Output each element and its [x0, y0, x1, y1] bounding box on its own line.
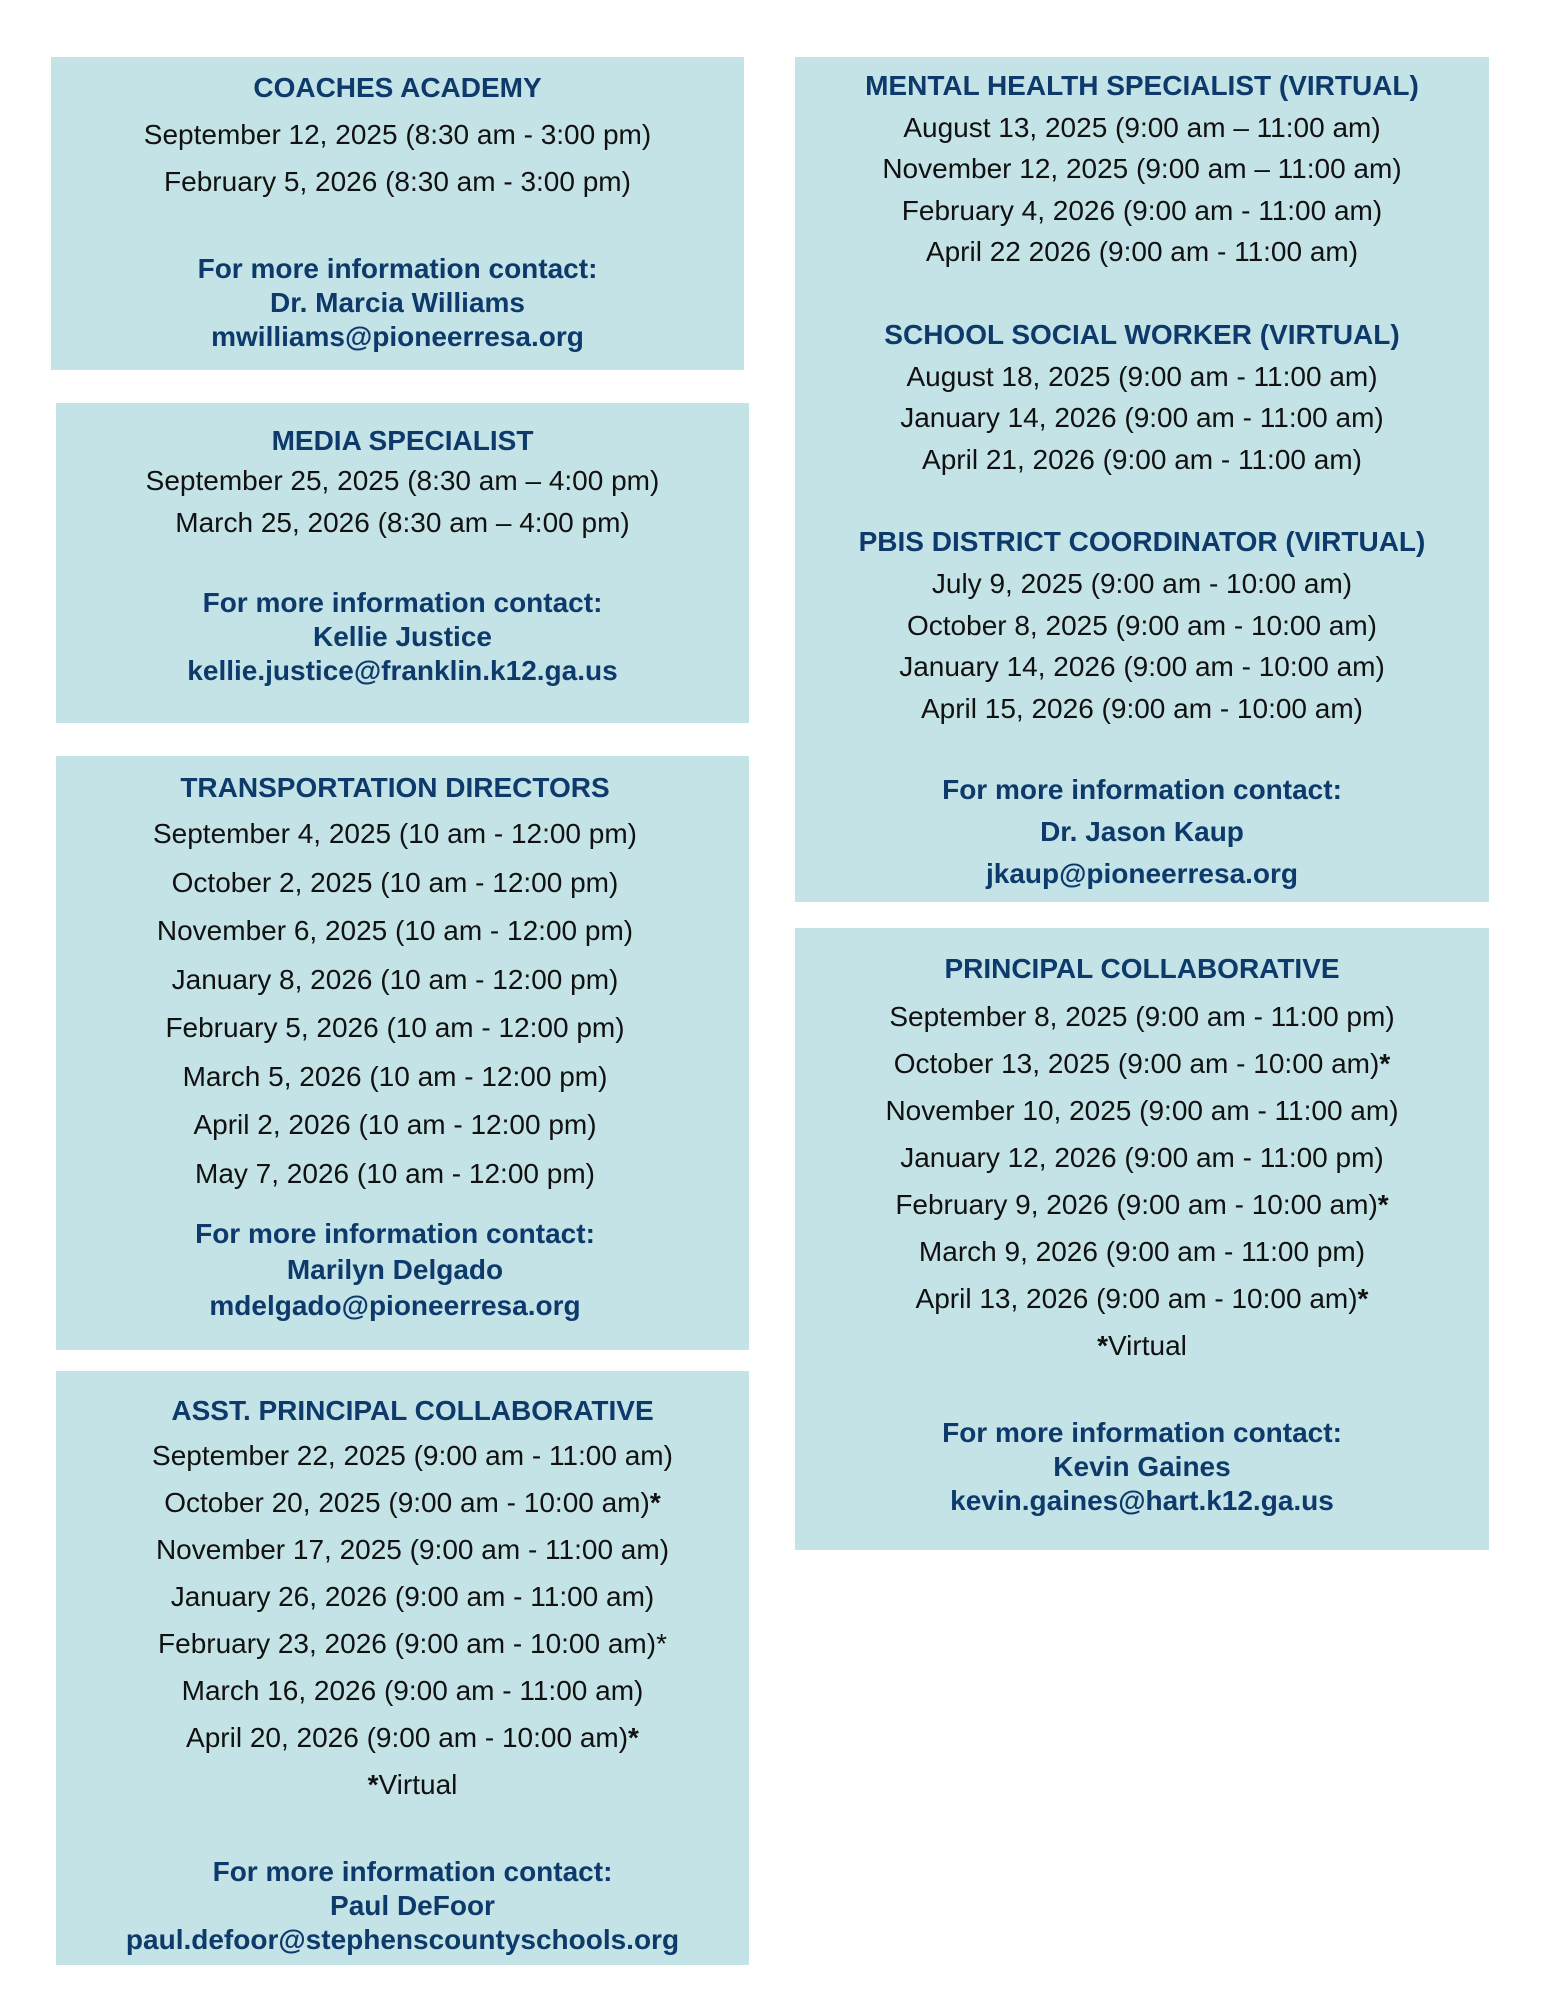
- pbis-date-4: April 15, 2026 (9:00 am - 10:00 am): [920, 693, 1363, 724]
- asst-contact-label: For more information contact:: [212, 1856, 613, 1887]
- mental-date-4: April 22 2026 (9:00 am - 11:00 am): [925, 236, 1359, 267]
- coaches-academy-box: [51, 57, 744, 370]
- transport-contact-label: For more information contact:: [195, 1218, 595, 1249]
- transport-date-3: November 6, 2025 (10 am - 12:00 pm): [156, 915, 634, 946]
- principal-collaborative-box: [795, 928, 1489, 1550]
- principal-date-3: November 10, 2025 (9:00 am - 11:00 am): [885, 1095, 1399, 1126]
- social-date-3: April 21, 2026 (9:00 am - 11:00 am): [922, 444, 1362, 475]
- asst-date-1: September 22, 2025 (9:00 am - 11:00 am): [152, 1440, 673, 1471]
- media-date-2: March 25, 2026 (8:30 am – 4:00 pm): [175, 507, 630, 538]
- asst-principal-collaborative-box: [56, 1371, 749, 1965]
- mental-date-2: November 12, 2025 (9:00 am – 11:00 am): [882, 153, 1402, 184]
- transport-date-2: October 2, 2025 (10 am - 12:00 pm): [171, 867, 619, 898]
- principal-date-6: March 9, 2026 (9:00 am - 11:00 pm): [918, 1236, 1366, 1267]
- transport-date-4: January 8, 2026 (10 am - 12:00 pm): [171, 964, 619, 995]
- media-contact-label: For more information contact:: [202, 587, 603, 618]
- transportation-directors-box: [56, 756, 749, 1350]
- transport-date-6: March 5, 2026 (10 am - 12:00 pm): [182, 1061, 608, 1092]
- asst-contact-email[interactable]: paul.defoor@stephenscountyschools.org: [125, 1924, 680, 1955]
- pbis-date-1: July 9, 2025 (9:00 am - 10:00 am): [931, 568, 1353, 599]
- mental-health-title: MENTAL HEALTH SPECIALIST (VIRTUAL): [865, 70, 1419, 101]
- asst-date-5: February 23, 2026 (9:00 am - 10:00 am)*: [158, 1628, 667, 1659]
- virtual-sessions-box: [795, 57, 1489, 902]
- principal-date-5: February 9, 2026 (9:00 am - 10:00 am)*: [895, 1189, 1389, 1220]
- mental-date-3: February 4, 2026 (9:00 am - 11:00 am): [901, 195, 1383, 226]
- transport-contact-name: Marilyn Delgado: [286, 1254, 504, 1285]
- transport-date-8: May 7, 2026 (10 am - 12:00 pm): [195, 1158, 595, 1189]
- principal-date-7: April 13, 2026 (9:00 am - 10:00 am)*: [915, 1283, 1369, 1314]
- pbis-date-3: January 14, 2026 (9:00 am - 10:00 am): [899, 651, 1385, 682]
- asst-date-3: November 17, 2025 (9:00 am - 11:00 am): [155, 1534, 670, 1565]
- coaches-contact-label: For more information contact:: [197, 253, 598, 284]
- coaches-contact-email[interactable]: mwilliams@pioneerresa.org: [211, 321, 584, 352]
- media-contact-email[interactable]: kellie.justice@franklin.k12.ga.us: [187, 655, 618, 686]
- coaches-contact-name: Dr. Marcia Williams: [270, 287, 525, 318]
- principal-contact-name: Kevin Gaines: [1053, 1451, 1231, 1482]
- coaches-academy-title: COACHES ACADEMY: [253, 72, 542, 103]
- principal-contact-label: For more information contact:: [942, 1417, 1342, 1448]
- pbis-title: PBIS DISTRICT COORDINATOR (VIRTUAL): [858, 526, 1426, 557]
- transport-date-7: April 2, 2026 (10 am - 12:00 pm): [193, 1109, 597, 1140]
- pbis-contact-name: Dr. Jason Kaup: [1040, 816, 1244, 847]
- media-specialist-title: MEDIA SPECIALIST: [271, 425, 534, 456]
- mental-date-1: August 13, 2025 (9:00 am – 11:00 am): [903, 112, 1381, 143]
- social-date-1: August 18, 2025 (9:00 am - 11:00 am): [906, 361, 1378, 392]
- asst-date-7: April 20, 2026 (9:00 am - 10:00 am)*: [186, 1722, 639, 1753]
- transport-contact-email[interactable]: mdelgado@pioneerresa.org: [209, 1290, 581, 1321]
- pbis-contact-email[interactable]: jkaup@pioneerresa.org: [985, 858, 1299, 889]
- transportation-title: TRANSPORTATION DIRECTORS: [180, 772, 610, 803]
- coaches-date-2: February 5, 2026 (8:30 am - 3:00 pm): [164, 166, 631, 197]
- asst-date-4: January 26, 2026 (9:00 am - 11:00 am): [170, 1581, 655, 1612]
- transport-date-1: September 4, 2025 (10 am - 12:00 pm): [152, 818, 638, 849]
- asst-virtual-note: *Virtual: [367, 1769, 458, 1800]
- media-date-1: September 25, 2025 (8:30 am – 4:00 pm): [145, 465, 660, 496]
- media-specialist-box: [56, 403, 749, 723]
- principal-date-4: January 12, 2026 (9:00 am - 11:00 pm): [900, 1142, 1384, 1173]
- asst-date-2: October 20, 2025 (9:00 am - 10:00 am)*: [164, 1487, 661, 1518]
- media-contact-name: Kellie Justice: [313, 621, 492, 652]
- pbis-contact-label: For more information contact:: [942, 774, 1342, 805]
- principal-title: PRINCIPAL COLLABORATIVE: [944, 953, 1340, 984]
- pbis-date-2: October 8, 2025 (9:00 am - 10:00 am): [906, 610, 1378, 641]
- principal-date-2: October 13, 2025 (9:00 am - 10:00 am)*: [893, 1048, 1391, 1079]
- social-date-2: January 14, 2026 (9:00 am - 11:00 am): [900, 402, 1384, 433]
- asst-contact-name: Paul DeFoor: [330, 1890, 495, 1921]
- asst-date-6: March 16, 2026 (9:00 am - 11:00 am): [181, 1675, 644, 1706]
- social-worker-title: SCHOOL SOCIAL WORKER (VIRTUAL): [884, 319, 1400, 350]
- principal-virtual-note: *Virtual: [1097, 1330, 1187, 1361]
- principal-date-1: September 8, 2025 (9:00 am - 11:00 pm): [889, 1001, 1395, 1032]
- coaches-date-1: September 12, 2025 (8:30 am - 3:00 pm): [143, 119, 652, 150]
- asst-principal-title: ASST. PRINCIPAL COLLABORATIVE: [171, 1395, 654, 1426]
- principal-contact-email[interactable]: kevin.gaines@hart.k12.ga.us: [950, 1485, 1334, 1516]
- transport-date-5: February 5, 2026 (10 am - 12:00 pm): [165, 1012, 625, 1043]
